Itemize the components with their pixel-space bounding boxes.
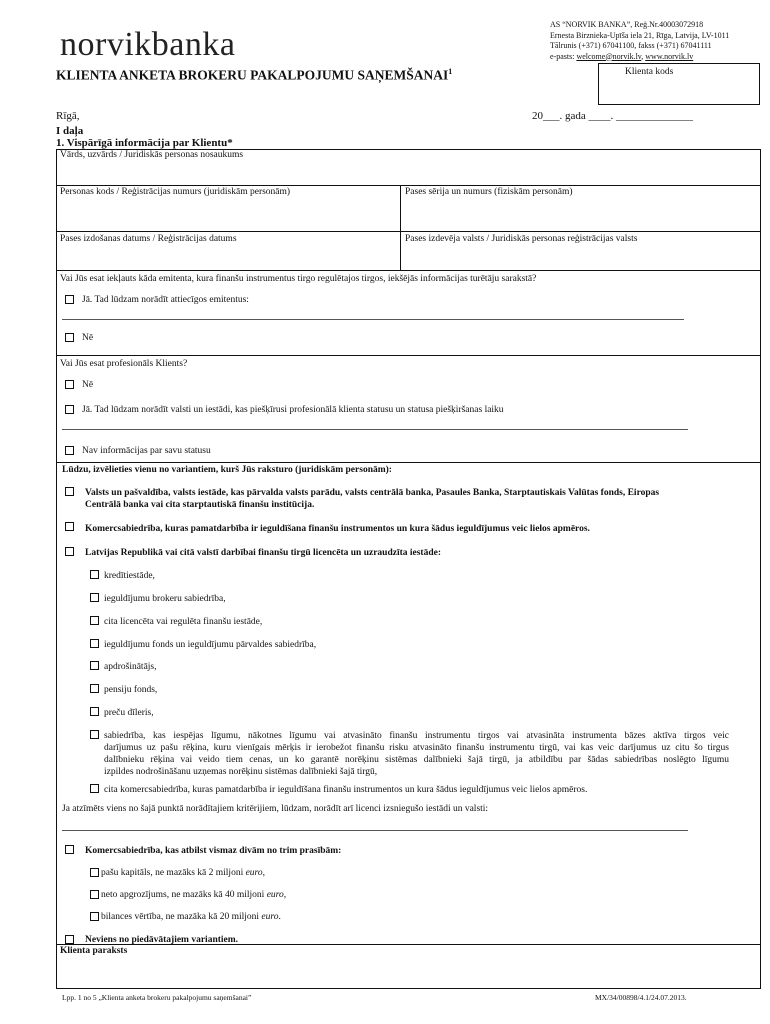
professional-no-label: Nē xyxy=(82,380,94,390)
insider-yes-label: Jā. Tad lūdzam norādīt attiecīgos emitentus: xyxy=(82,295,249,305)
insider-no-label: Nē xyxy=(82,333,94,343)
criteria-company-checkbox[interactable] xyxy=(65,845,74,854)
part-label: I daļa xyxy=(56,125,84,137)
brokerage-checkbox[interactable] xyxy=(90,593,99,602)
footer-page-info: Lpp. 1 no 5 „Klienta anketa brokeru pakalpojumu saņemšanai” xyxy=(62,993,252,1002)
email-label: e-pasts: xyxy=(550,51,575,61)
investment-fund-label: ieguldījumu fonds un ieguldījumu pārvaldes sabiedrība, xyxy=(104,640,317,650)
none-option-label: Neviens no piedāvātajiem variantiem. xyxy=(85,935,239,945)
no-info-label: Nav informācijas par savu statusu xyxy=(82,446,211,456)
other-financial-label: cita licencēta vai regulēta finanšu iestāde, xyxy=(104,617,263,627)
section-heading: 1. Vispārīgā informācija par Klientu* xyxy=(56,137,233,149)
name-field-label: Vārds, uzvārds / Juridiskās personas nosaukums xyxy=(60,150,244,160)
title-footnote: 1 xyxy=(448,67,453,76)
state-institution-label-1: Valsts un pašvaldība, valsts iestāde, kas pārvalda valsts parādu, valsts centrālā banka, Pasaules Banka, Starptautiskais Valūtas fonds, Eiropas xyxy=(85,488,660,498)
pension-fund-checkbox[interactable] xyxy=(90,684,99,693)
client-code-box[interactable] xyxy=(598,63,760,105)
bank-address: Ernesta Birznieka-Upīša iela 21, Rīga, Latvija, LV-1011 xyxy=(550,30,730,40)
balance-checkbox[interactable] xyxy=(90,912,99,921)
client-code-label: Klienta kods xyxy=(625,67,674,77)
derivatives-company-checkbox[interactable] xyxy=(90,730,99,739)
date-line[interactable]: 20___. gada ____. ______________ xyxy=(532,110,694,122)
commodity-dealer-label: preču dīleris, xyxy=(104,708,154,718)
other-commercial-checkbox[interactable] xyxy=(90,784,99,793)
web-link[interactable]: www.norvik.lv xyxy=(645,51,694,61)
derivatives-company-label-3: dalībnieku rēķina vai veido tiem cenas, un ko garantē norēķinu sistēmas dalībnieki šajā tirgū, ja atbildību par šādas sabiedrības noslēgto līgumu xyxy=(104,755,729,765)
licensed-institution-checkbox[interactable] xyxy=(65,547,74,556)
brokerage-label: ieguldījumu brokeru sabiedrība, xyxy=(104,594,226,604)
place-label: Rīgā, xyxy=(56,110,80,122)
bank-logo: norvikbanka xyxy=(60,26,236,63)
balance-label: bilances vērtība, ne mazāka kā 20 miljoni euro. xyxy=(101,912,281,922)
professional-yes-checkbox[interactable] xyxy=(65,405,74,414)
credit-institution-checkbox[interactable] xyxy=(90,570,99,579)
professional-details-line[interactable] xyxy=(62,429,688,430)
passport-number-field-label: Pases sērija un numurs (fiziskām personām) xyxy=(405,187,573,197)
other-financial-checkbox[interactable] xyxy=(90,616,99,625)
state-institution-label-2: Centrālā banka vai cita starptautiskā finanšu institūcija. xyxy=(85,500,315,510)
signature-label: Klienta paraksts xyxy=(60,946,128,956)
insider-yes-checkbox[interactable] xyxy=(65,295,74,304)
derivatives-company-label-1: sabiedrība, kas iespējas līgumu, nākotnes līgumu vai atvasināto finanšu instrumentu tirgos vai atvasināta instrumenta bāzes aktīva tirgos veic xyxy=(104,731,729,741)
footer-doc-code: MX/34/00898/4.1/24.07.2013. xyxy=(595,993,687,1002)
investment-fund-checkbox[interactable] xyxy=(90,639,99,648)
professional-question: Vai Jūs esat profesionāls Klients? xyxy=(60,359,188,369)
no-info-checkbox[interactable] xyxy=(65,446,74,455)
insider-question: Vai Jūs esat iekļauts kāda emitenta, kura finanšu instrumentus tirgo regulētajos tirgos, iekšējās informācijas turētāju sarakstā? xyxy=(60,274,537,284)
equity-checkbox[interactable] xyxy=(90,868,99,877)
insurer-checkbox[interactable] xyxy=(90,661,99,670)
none-option-checkbox[interactable] xyxy=(65,935,74,944)
insider-issuers-line[interactable] xyxy=(62,319,684,320)
pension-fund-label: pensiju fonds, xyxy=(104,685,158,695)
license-details-line[interactable] xyxy=(62,830,688,831)
equity-label: pašu kapitāls, ne mazāks kā 2 miljoni euro, xyxy=(101,868,266,878)
derivatives-company-label-2: darījumus uz pašu rēķina, kuru vienīgais mērķis ir ierobežot finanšu risku atvasināto finanšu instrumentu tirgū, vai kas veic darījumus uz citu šo tirgus xyxy=(104,743,729,753)
investment-company-label: Komercsabiedrība, kuras pamatdarbība ir ieguldīšana finanšu instrumentos un kura šādus ieguldījumus veic lielos apmēros. xyxy=(85,524,590,534)
bank-web-line: e-pasts: welcome@norvik.lv, www.norvik.lv xyxy=(550,51,694,61)
legal-entity-heading: Lūdzu, izvēlieties vienu no variantiem, kurš Jūs raksturo (juridiskām personām): xyxy=(62,465,392,475)
bank-phone: Tālrunis (+371) 67041100, fakss (+371) 67041111 xyxy=(550,41,712,50)
bank-contact-info xyxy=(550,20,729,62)
turnover-checkbox[interactable] xyxy=(90,890,99,899)
personal-code-field-label: Personas kods / Reģistrācijas numurs (juridiskām personām) xyxy=(60,187,291,197)
professional-no-checkbox[interactable] xyxy=(65,380,74,389)
professional-yes-label: Jā. Tad lūdzam norādīt valsti un iestādi, kas piešķīrusi profesionālā klienta statusu un statusa piešķiršanas laiku xyxy=(82,405,504,415)
bank-name: AS “NORVIK BANKA”, Reģ.Nr.40003072918 xyxy=(550,20,704,29)
investment-company-checkbox[interactable] xyxy=(65,522,74,531)
criteria-company-label: Komercsabiedrība, kas atbilst vismaz divām no trim prasībām: xyxy=(85,846,342,856)
commodity-dealer-checkbox[interactable] xyxy=(90,707,99,716)
turnover-label: neto apgrozījums, ne mazāks kā 40 miljoni euro, xyxy=(101,890,287,900)
form-title: KLIENTA ANKETA BROKERU PAKALPOJUMU SAŅEMŠANAI$^1$ xyxy=(56,67,453,83)
insider-no-checkbox[interactable] xyxy=(65,333,74,342)
insurer-label: apdrošinātājs, xyxy=(104,662,157,672)
state-institution-checkbox[interactable] xyxy=(65,487,74,496)
other-commercial-label: cita komercsabiedrība, kuras pamatdarbība ir ieguldīšana finanšu instrumentos un kura šādus ieguldījumus veic lielos apmēros. xyxy=(104,785,588,795)
derivatives-company-label-4: izpildes nodrošināšanu uzņemas norēķinu sistēmas dalībnieki šajā tirgū, xyxy=(104,767,378,777)
credit-institution-label: kredītiestāde, xyxy=(104,571,155,581)
passport-country-field-label: Pases izdevēja valsts / Juridiskās personas reģistrācijas valsts xyxy=(405,234,638,244)
licensed-institution-label: Latvijas Republikā vai citā valstī darbībai finanšu tirgū licencēta un uzraudzīta iestāde: xyxy=(85,548,442,558)
email-link[interactable]: welcome@norvik.lv xyxy=(576,51,642,61)
license-note: Ja atzīmēts viens no šajā punktā norādītajiem kritērijiem, lūdzam, norādīt arī licenci izsniegušo iestādi un valsti: xyxy=(62,804,489,814)
passport-date-field-label: Pases izdošanas datums / Reģistrācijas datums xyxy=(60,234,237,244)
